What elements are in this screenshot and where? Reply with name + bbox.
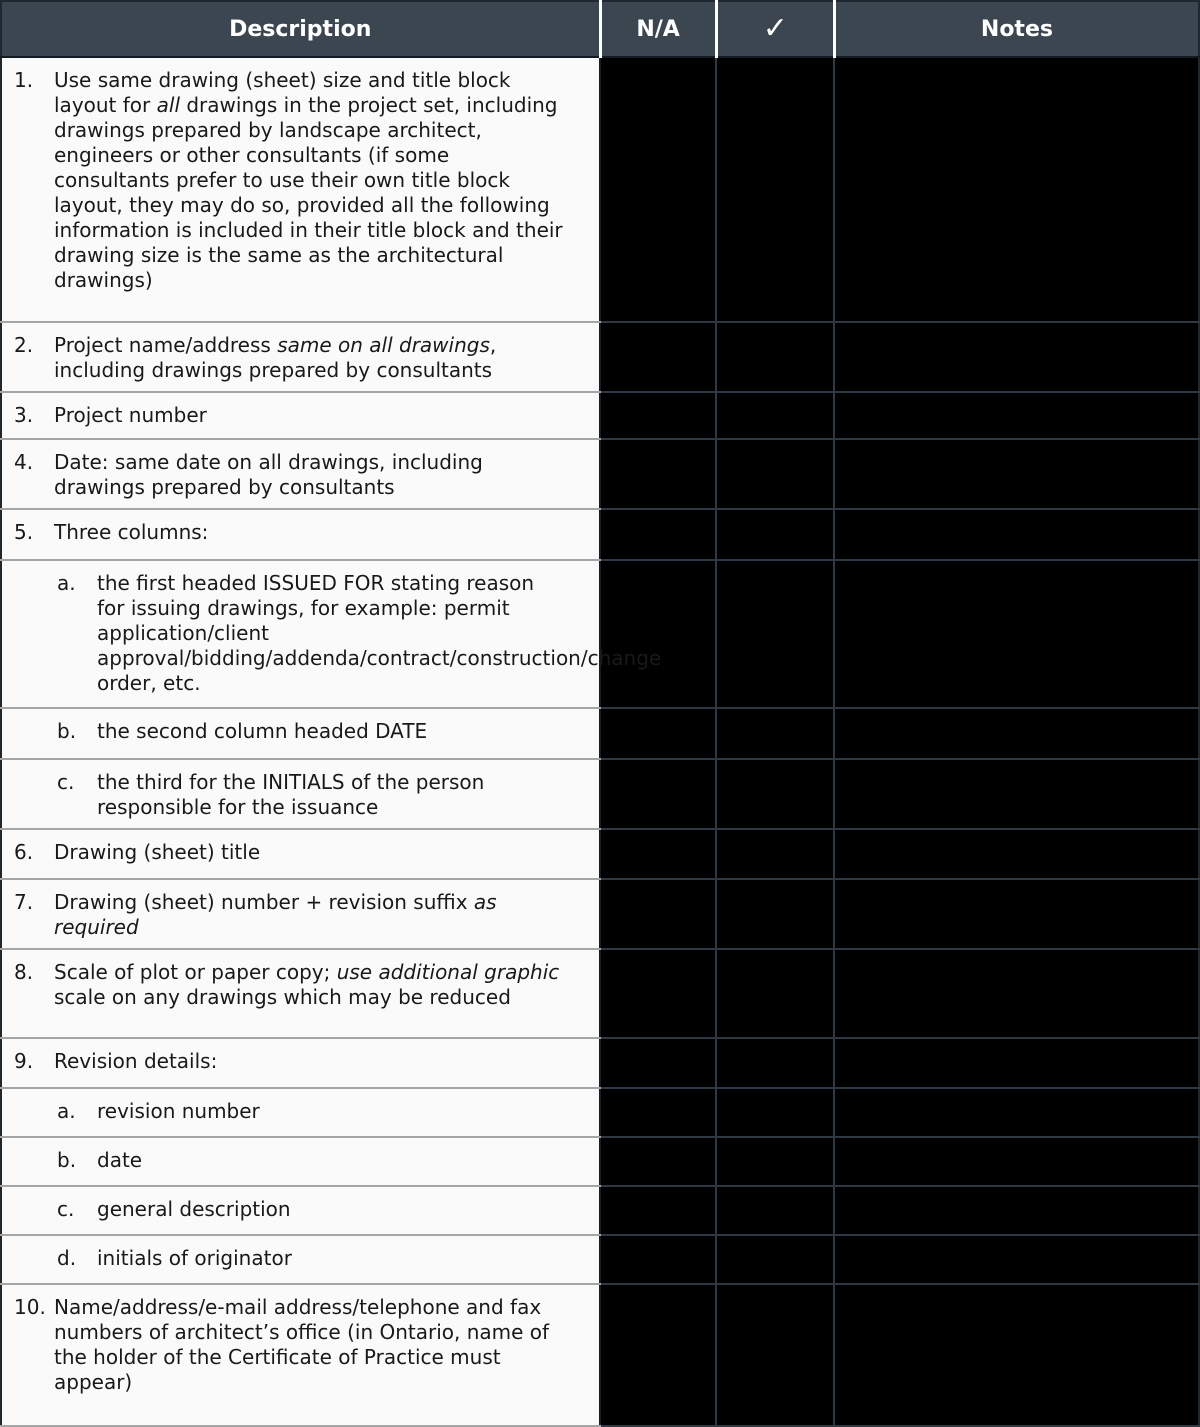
na-cell: [600, 879, 716, 949]
check-cell: [716, 1038, 834, 1088]
na-cell: [600, 1186, 716, 1235]
item-text: Project name/address same on all drawings, including drawings prepared by consultants: [54, 333, 497, 382]
na-cell: [600, 1088, 716, 1137]
notes-cell: [834, 1235, 1199, 1284]
table-row: [1, 439, 1199, 509]
table-header: [1, 1, 1199, 57]
na-cell: [600, 1137, 716, 1186]
table-row: [1, 708, 1199, 759]
item-marker: b.: [57, 1148, 77, 1172]
check-cell: [716, 1088, 834, 1137]
item-marker: 4.: [14, 450, 34, 474]
item-marker: a.: [57, 571, 76, 595]
description-cell: [1, 392, 600, 439]
notes-cell: [834, 509, 1199, 560]
table-row: [1, 829, 1199, 879]
na-cell: [600, 1235, 716, 1284]
notes-cell: [834, 1284, 1199, 1426]
description-cell: [1, 439, 600, 509]
item-marker: 7.: [14, 890, 34, 914]
table-row: [1, 1186, 1199, 1235]
item-text: the second column headed DATE: [97, 719, 428, 743]
item-text: the third for the INITIALS of the person responsible for the issuance: [97, 770, 485, 819]
check-cell: [716, 57, 834, 322]
check-cell: [716, 509, 834, 560]
description-cell: [1, 708, 600, 759]
column-header-na: N/A: [600, 1, 716, 57]
item-text: the first headed ISSUED FOR stating reason for issuing drawings, for example: permit application/client approval/bidding/addenda/contract/construction/change order, etc.: [97, 571, 662, 695]
notes-cell: [834, 322, 1199, 392]
notes-cell: [834, 759, 1199, 829]
item-marker: 8.: [14, 960, 34, 984]
check-cell: [716, 1284, 834, 1426]
description-cell: [1, 560, 662, 708]
check-cell: [716, 560, 834, 708]
check-cell: [716, 829, 834, 879]
table-body: [1, 57, 1199, 1426]
check-cell: [716, 439, 834, 509]
notes-cell: [834, 439, 1199, 509]
header-row: [1, 1, 1199, 57]
check-cell: [716, 1137, 834, 1186]
description-cell: [1, 759, 600, 829]
description-cell: [1, 322, 600, 392]
table-row: [1, 1284, 1199, 1426]
check-cell: [716, 1186, 834, 1235]
checkmark-icon: ✓: [716, 1, 834, 57]
check-cell: [716, 949, 834, 1038]
notes-cell: [834, 708, 1199, 759]
table-row: [1, 509, 1199, 560]
table-row: [1, 759, 1199, 829]
item-text: Use same drawing (sheet) size and title block layout for all drawings in the project set, including drawings prepared by landscape architect, engineers or other consultants (if some consultants prefer to use their own title block layout, they may do so, provided all the following information is included in their title block and their drawing size is the same as the architectural drawings): [54, 68, 563, 292]
na-cell: [600, 829, 716, 879]
na-cell: [600, 439, 716, 509]
na-cell: [600, 392, 716, 439]
na-cell: [600, 1038, 716, 1088]
item-text: Scale of plot or paper copy; use additional graphic scale on any drawings which may be reduced: [54, 960, 560, 1009]
na-cell: [600, 759, 716, 829]
check-cell: [716, 879, 834, 949]
table-row: [1, 1235, 1199, 1284]
item-text: initials of originator: [97, 1246, 292, 1270]
table-row: [1, 879, 1199, 949]
table-row: [1, 392, 1199, 439]
column-header-notes: Notes: [834, 1, 1199, 57]
table-row: [1, 1038, 1199, 1088]
notes-cell: [834, 949, 1199, 1038]
description-cell: [1, 1186, 600, 1235]
na-cell: [600, 57, 716, 322]
notes-cell: [834, 57, 1199, 322]
description-cell: [1, 1038, 600, 1088]
description-cell: [1, 57, 600, 322]
item-text: Revision details:: [54, 1049, 218, 1073]
item-text: Date: same date on all drawings, including drawings prepared by consultants: [54, 450, 483, 499]
na-cell: [600, 949, 716, 1038]
check-cell: [716, 322, 834, 392]
na-cell: [600, 560, 716, 708]
notes-cell: [834, 1186, 1199, 1235]
item-marker: a.: [57, 1099, 76, 1123]
item-marker: 10.: [14, 1295, 46, 1319]
check-cell: [716, 392, 834, 439]
description-cell: [1, 509, 600, 560]
notes-cell: [834, 1088, 1199, 1137]
item-marker: 5.: [14, 520, 34, 544]
item-text: date: [97, 1148, 143, 1172]
item-marker: 9.: [14, 1049, 34, 1073]
description-cell: [1, 1284, 600, 1426]
na-cell: [600, 1284, 716, 1426]
item-marker: d.: [57, 1246, 77, 1270]
item-marker: 1.: [14, 68, 34, 92]
na-cell: [600, 509, 716, 560]
description-cell: [1, 829, 600, 879]
notes-cell: [834, 829, 1199, 879]
description-cell: [1, 879, 600, 949]
item-text: Drawing (sheet) title: [54, 840, 261, 864]
check-cell: [716, 1235, 834, 1284]
notes-cell: [834, 392, 1199, 439]
item-text: Three columns:: [54, 520, 209, 544]
item-marker: b.: [57, 719, 77, 743]
na-cell: [600, 322, 716, 392]
item-text: revision number: [97, 1099, 260, 1123]
item-marker: c.: [57, 1197, 75, 1221]
item-marker: c.: [57, 770, 75, 794]
description-cell: [1, 1235, 600, 1284]
notes-cell: [834, 1137, 1199, 1186]
column-header-description: Description: [1, 1, 600, 57]
item-marker: 2.: [14, 333, 34, 357]
table-row: [1, 57, 1199, 322]
table-row: [1, 949, 1199, 1038]
table-row: [1, 560, 1199, 708]
item-marker: 3.: [14, 403, 34, 427]
notes-cell: [834, 1038, 1199, 1088]
description-cell: [1, 1137, 600, 1186]
description-cell: [1, 1088, 600, 1137]
description-cell: [1, 949, 600, 1038]
check-cell: [716, 708, 834, 759]
item-text: Project number: [54, 403, 207, 427]
table-row: [1, 1088, 1199, 1137]
table-row: [1, 1137, 1199, 1186]
item-marker: 6.: [14, 840, 34, 864]
na-cell: [600, 708, 716, 759]
notes-cell: [834, 879, 1199, 949]
notes-cell: [834, 560, 1199, 708]
item-text: Drawing (sheet) number + revision suffix as required: [54, 890, 497, 939]
table-row: [1, 322, 1199, 392]
item-text: Name/address/e-mail address/telephone and fax numbers of architect’s office (in Ontario, name of the holder of the Certificate of Practice must appear): [54, 1295, 550, 1394]
item-text: general description: [97, 1197, 291, 1221]
check-cell: [716, 759, 834, 829]
